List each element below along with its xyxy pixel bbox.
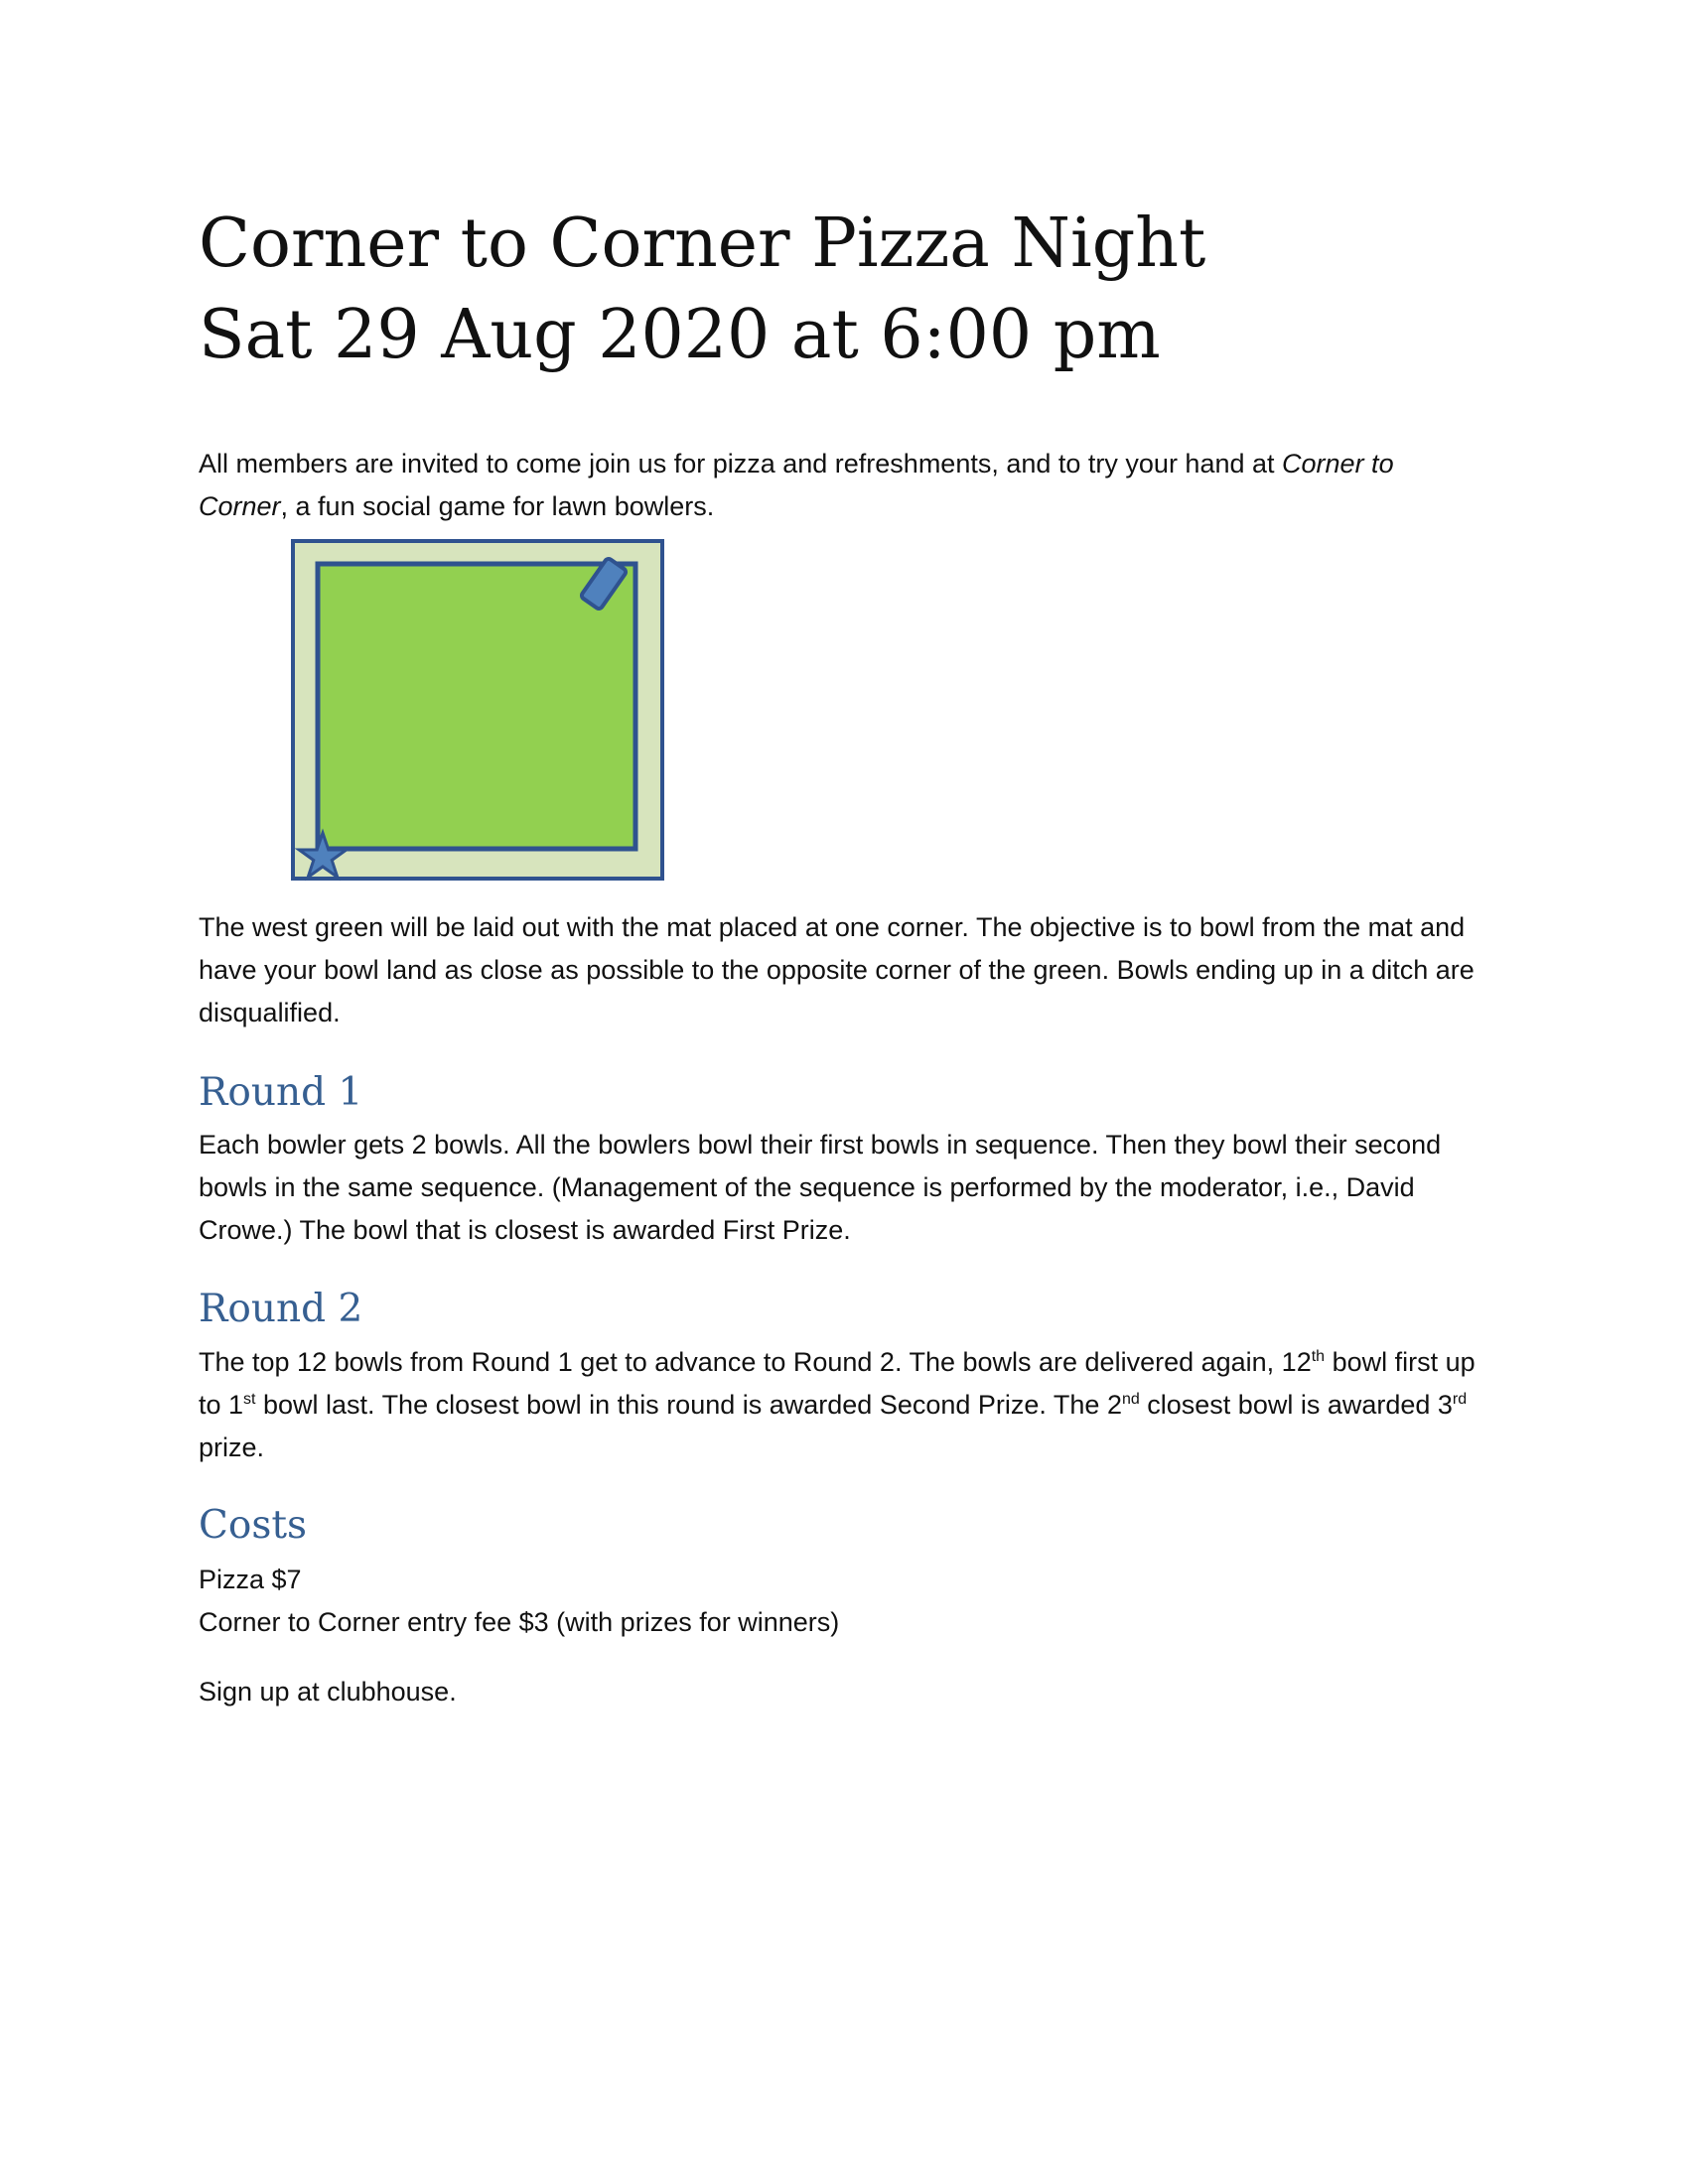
intro-paragraph — [199, 443, 1489, 528]
round-2-text-part: bowl last. The closest bowl in this round is awarded Second Prize. The 2 — [255, 1390, 1122, 1420]
title-line-2: Sat 29 Aug 2020 at 6:00 pm — [199, 296, 1161, 374]
round-2-text — [199, 1341, 1489, 1469]
title-line-1: Corner to Corner Pizza Night — [199, 205, 1206, 283]
signup-note: Sign up at clubhouse. — [199, 1677, 457, 1706]
round-1-text: Each bowler gets 2 bowls. All the bowlers bowl their first bowls in sequence. Then they bowl their second bowls in the same sequence. (Management of the sequence is performed by the moderator, i.e., David Crowe.) The bowl that is closest is awarded First Prize. — [199, 1130, 1442, 1245]
ordinal-suffix: st — [243, 1391, 256, 1408]
ordinal-suffix: rd — [1452, 1391, 1468, 1408]
round-2-text-part: The top 12 bowls from Round 1 get to advance to Round 2. The bowls are delivered again, 12 — [199, 1347, 1312, 1377]
round-2-text-part: closest bowl is awarded 3 — [1139, 1390, 1453, 1420]
game-name: Corner to Corner — [199, 449, 1394, 521]
green-diagram — [291, 539, 666, 883]
ordinal-suffix: th — [1311, 1348, 1326, 1365]
green-surface — [318, 564, 635, 849]
layout-description: The west green will be laid out with the mat placed at one corner. The objective is to bowl from the mat and have your bowl land as close as possible to the opposite corner of the green. Bowls ending up in a ditch are disqualified. — [199, 912, 1475, 1027]
cost-item-entry-fee: Corner to Corner entry fee $3 (with prizes for winners) — [199, 1607, 840, 1637]
round-2-heading: Round 2 — [199, 1287, 363, 1331]
intro-text-after: , a fun social game for lawn bowlers. — [280, 491, 715, 521]
cost-item-pizza: Pizza $7 — [199, 1565, 302, 1594]
round-2-text-part: bowl first up to 1 — [199, 1347, 1476, 1420]
ordinal-suffix: nd — [1121, 1391, 1140, 1408]
intro-text-before: All members are invited to come join us for pizza and refreshments, and to try your hand at — [199, 449, 1283, 478]
costs-heading: Costs — [199, 1503, 308, 1548]
round-1-heading: Round 1 — [199, 1070, 363, 1115]
page-title — [199, 199, 1205, 381]
round-2-text-part: prize. — [199, 1433, 265, 1462]
